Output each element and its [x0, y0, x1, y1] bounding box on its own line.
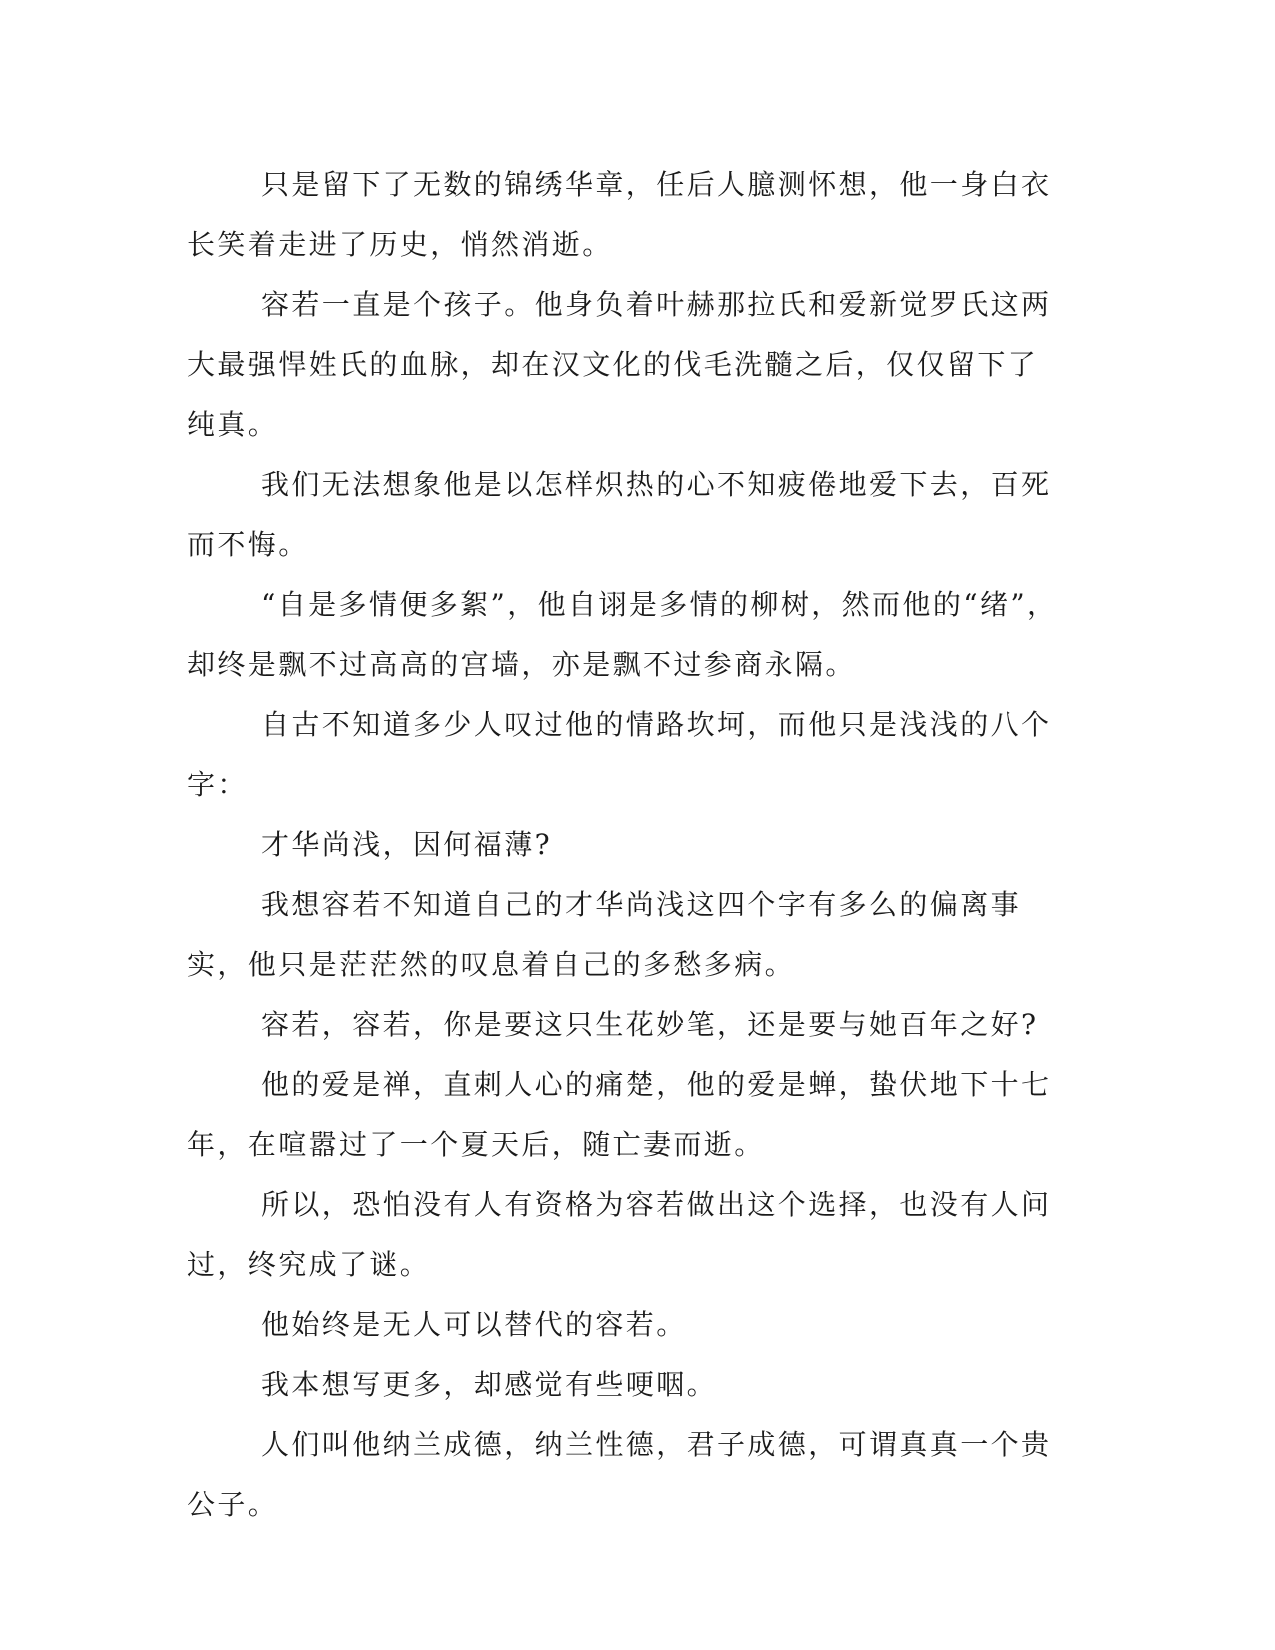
paragraph: 他的爱是禅，直刺人心的痛楚，他的爱是蝉，蛰伏地下十七年，在喧嚣过了一个夏天后，随亡妻而逝。 [187, 1068, 1052, 1161]
paragraph: 只是留下了无数的锦绣华章，任后人臆测怀想，他一身白衣长笑着走进了历史，悄然消逝。 [187, 168, 1052, 261]
paragraph: 容若一直是个孩子。他身负着叶赫那拉氏和爱新觉罗氏这两大最强悍姓氏的血脉，却在汉文化的伐毛洗髓之后，仅仅留下了纯真。 [187, 288, 1052, 441]
paragraph: 才华尚浅，因何福薄? [261, 828, 553, 861]
paragraph: 所以，恐怕没有人有资格为容若做出这个选择，也没有人问过，终究成了谜。 [187, 1188, 1052, 1281]
paragraph: “自是多情便多絮”，他自诩是多情的柳树，然而他的“绪”，却终是飘不过高高的宫墙，亦是飘不过参商永隔。 [187, 588, 1058, 681]
paragraph: 自古不知道多少人叹过他的情路坎坷，而他只是浅浅的八个字： [187, 708, 1052, 801]
paragraph: 人们叫他纳兰成德，纳兰性德，君子成德，可谓真真一个贵公子。 [187, 1428, 1052, 1521]
paragraph: 我们无法想象他是以怎样炽热的心不知疲倦地爱下去，百死而不悔。 [187, 468, 1052, 561]
paragraph: 我本想写更多，却感觉有些哽咽。 [261, 1368, 718, 1401]
paragraph: 容若，容若，你是要这只生花妙笔，还是要与她百年之好? [261, 1008, 1039, 1041]
paragraph: 他始终是无人可以替代的容若。 [261, 1308, 687, 1341]
essay-body [187, 155, 1067, 1535]
paragraph: 我想容若不知道自己的才华尚浅这四个字有多么的偏离事实，他只是茫茫然的叹息着自己的多愁多病。 [187, 888, 1022, 981]
